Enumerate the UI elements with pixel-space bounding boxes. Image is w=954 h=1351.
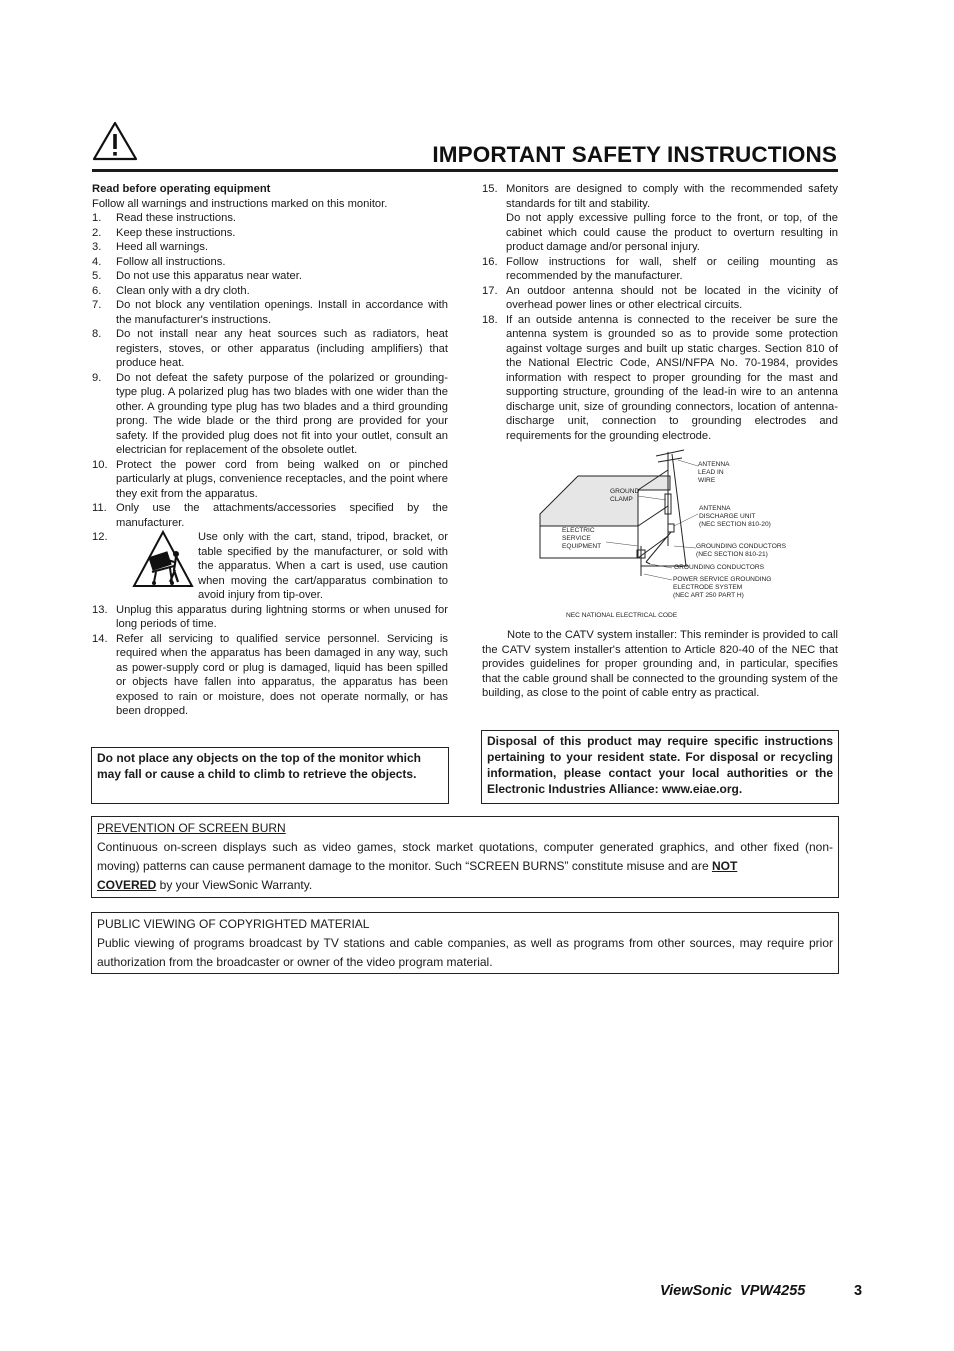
list-item (92, 501, 448, 530)
item-text: Follow instructions for wall, shelf or ceiling mounting as recommended by the manufacturer. (506, 255, 838, 282)
label-discharge-unit: ANTENNA (699, 505, 731, 512)
item-text: Do not apply excessive pulling force to the front, or top, of the cabinet which could cause the product to overturn resulting in product damage and/or personal injury. (506, 212, 838, 253)
item-text: Use only with the cart, stand, tripod, bracket, or table specified by the manufacturer, or sold with the apparatus. When a cart is used, use caution when moving the cart/apparatus combination to avoid injury from tip-over. (198, 531, 448, 601)
antenna-grounding-diagram (538, 446, 838, 622)
item-text: Do not install near any heat sources such as radiators, heat registers, stoves, or other apparatus (including amplifiers) that produce heat. (116, 328, 448, 369)
antenna-mast (656, 450, 686, 566)
public-viewing-body: Public viewing of programs broadcast by TV stations and cable companies, as well as programs from other sources, may require prior authorization from the broadcaster or owner of the video program material. (97, 936, 833, 969)
not-covered-emphasis: COVERED (97, 878, 157, 892)
item-number: 16. (482, 255, 498, 268)
item-number: 14. (92, 632, 108, 645)
list-item (92, 298, 448, 327)
list-item (92, 284, 448, 299)
list-item (92, 327, 448, 371)
page-number: 3 (854, 1283, 863, 1299)
item-text: Read these instructions. (116, 212, 237, 224)
label-power-service: ELECTRODE SYSTEM (673, 584, 743, 591)
item-number: 5. (92, 270, 102, 282)
cart-tip-over-warning-icon (132, 530, 194, 588)
item-text: If an outside antenna is connected to the receiver be sure the antenna system is grounded so as to provide some protection against voltage surges and built up static charges. Section 810 of the National Electric Code, ANSI/NFPA No. 70-1984, provides information with respect to proper grounding for the mast and supporting structure, grounding of the lead-in wire to an antenna discharge unit, size of grounding connectors, location of antenna-discharge unit, connection to grounding electrodes and requirements for the grounding electrode. (506, 313, 838, 442)
item-text: Only use the attachments/accessories specified by the manufacturer. (116, 502, 448, 529)
list-item (482, 255, 838, 284)
list-item (92, 530, 448, 603)
label-discharge-unit: (NEC SECTION 810-20) (699, 521, 771, 528)
item-number: 3. (92, 241, 102, 253)
item-number: 10. (92, 458, 108, 471)
disposal-notice-box: Disposal of this product may require specific instructions pertaining to your resident state. For disposal or recycling information, please contact your local authorities or the Electronic Industries Alliance: www.eiae.org. (481, 730, 839, 804)
item-number: 2. (92, 226, 102, 239)
item-text: Clean only with a dry cloth. (116, 284, 250, 297)
item-text: Keep these instructions. (116, 226, 236, 239)
house-outline (540, 470, 670, 558)
label-ground-clamp: GROUND (610, 488, 640, 495)
label-electric-service: EQUIPMENT (562, 543, 602, 550)
list-item (482, 182, 838, 211)
item-text: Do not defeat the safety purpose of the polarized or grounding- type plug. A polarized plug has two blades with one wider than the other. A grounding type plug has two blades and a third grounding prong. The wide blade or the third prong are provided for your safety. If the provided plug does not fit into your outlet, consult an electrician for replacement of the obsolete outlet. (116, 371, 448, 456)
item-number: 4. (92, 255, 102, 268)
item-number: 1. (92, 212, 102, 224)
label-grounding-conductors: (NEC SECTION 810-21) (696, 551, 768, 558)
not-covered-emphasis: NOT (711, 859, 738, 873)
instructions-intro: Follow all warnings and instructions marked on this monitor. (92, 197, 388, 210)
item-number (482, 211, 506, 255)
label-discharge-unit: DISCHARGE UNIT (699, 513, 756, 520)
screen-burn-heading: PREVENTION OF SCREEN BURN (97, 821, 286, 835)
warning-triangle-icon (92, 121, 138, 161)
label-power-service: (NEC ART 250 PART H) (673, 592, 744, 599)
item-number: 18. (482, 313, 498, 326)
page-title: IMPORTANT SAFETY INSTRUCTIONS (432, 142, 837, 167)
item-text: Do not use this apparatus near water. (116, 270, 302, 282)
instructions-heading: Read before operating equipment (92, 183, 271, 195)
left-column (92, 182, 448, 719)
public-viewing-box (91, 912, 839, 974)
label-electric-service: ELECTRIC (562, 527, 595, 534)
screen-burn-text: Continuous on-screen displays such as video games, stock market quotations, computer generated graphics, and other fixed (non-moving) patterns can cause permanent damage to the monitor. Such “SCREEN BURNS” constitute misuse and are (97, 840, 833, 873)
screen-burn-box (91, 816, 839, 898)
objects-warning-box: Do not place any objects on the top of the monitor which may fall or cause a child to climb to retrieve the objects. (91, 747, 449, 804)
item-text: Refer all servicing to qualified service personnel. Servicing is required when the apparatus has been damaged in any way, such as power-supply cord or plug is damaged, liquid has been spilled or objects have fallen into apparatus, the apparatus has been exposed to rain or moisture, does not operate normally, or has been dropped. (116, 632, 448, 717)
item-text: Follow all instructions. (116, 255, 226, 268)
label-antenna-lead: WIRE (698, 477, 716, 484)
item-number: 15. (482, 183, 498, 195)
item-number: 11. (92, 502, 107, 514)
list-item (482, 284, 838, 313)
label-ground-clamps: GROUNDING CONDUCTORS (674, 564, 764, 571)
label-antenna-lead: ANTENNA (698, 461, 730, 468)
item-text: Do not block any ventilation openings. Install in accordance with the manufacturer's instructions. (116, 299, 448, 326)
item-text: Monitors are designed to comply with the recommended safety standards for tilt and stability. (506, 183, 838, 210)
item-text: An outdoor antenna should not be located in the vicinity of overhead power lines or other electrical circuits. (506, 284, 838, 311)
item-number: 13. (92, 603, 108, 616)
footer-brand: ViewSonic VPW4255 (660, 1283, 806, 1299)
list-item (92, 240, 448, 255)
screen-burn-tail: by your ViewSonic Warranty. (156, 878, 313, 892)
right-column (482, 182, 838, 443)
catv-note: Note to the CATV system installer: This reminder is provided to call the CATV system installer's attention to Article 820-40 of the NEC that provides guidelines for proper grounding and, in particular, specifies that the cable ground shall be connected to the grounding system of the building, as close to the point of cable entry as practical. (482, 629, 838, 699)
list-item (92, 269, 448, 284)
item-number: 12. (92, 531, 108, 543)
list-item (92, 255, 448, 270)
label-electric-service: SERVICE (562, 535, 591, 542)
label-ground-clamp: CLAMP (610, 496, 633, 503)
item-number: 9. (92, 371, 102, 384)
label-nec: NEC NATIONAL ELECTRICAL CODE (566, 612, 678, 619)
screen-burn-body (97, 838, 833, 895)
item-text: Unplug this apparatus during lightning storms or when unused for long periods of time. (116, 603, 448, 630)
item-text: Heed all warnings. (116, 241, 209, 253)
label-antenna-lead: LEAD IN (698, 469, 724, 476)
list-item (92, 632, 448, 719)
item-number: 6. (92, 284, 102, 297)
label-grounding-conductors: GROUNDING CONDUCTORS (696, 543, 786, 550)
list-item (92, 226, 448, 241)
list-item (92, 603, 448, 632)
label-power-service: POWER SERVICE GROUNDING (673, 576, 772, 583)
item-text: Protect the power cord from being walked on or pinched particularly at plugs, convenience receptacles, and the point where they exit from the apparatus. (116, 458, 448, 500)
title-rule (92, 169, 838, 172)
item-number: 8. (92, 328, 102, 340)
item-number: 17. (482, 284, 498, 297)
item-number: 7. (92, 299, 102, 311)
public-viewing-heading: PUBLIC VIEWING OF COPYRIGHTED MATERIAL (97, 917, 370, 931)
list-item (482, 313, 838, 444)
list-item (92, 211, 448, 226)
list-item (482, 211, 838, 255)
list-item (92, 458, 448, 502)
list-item (92, 371, 448, 458)
